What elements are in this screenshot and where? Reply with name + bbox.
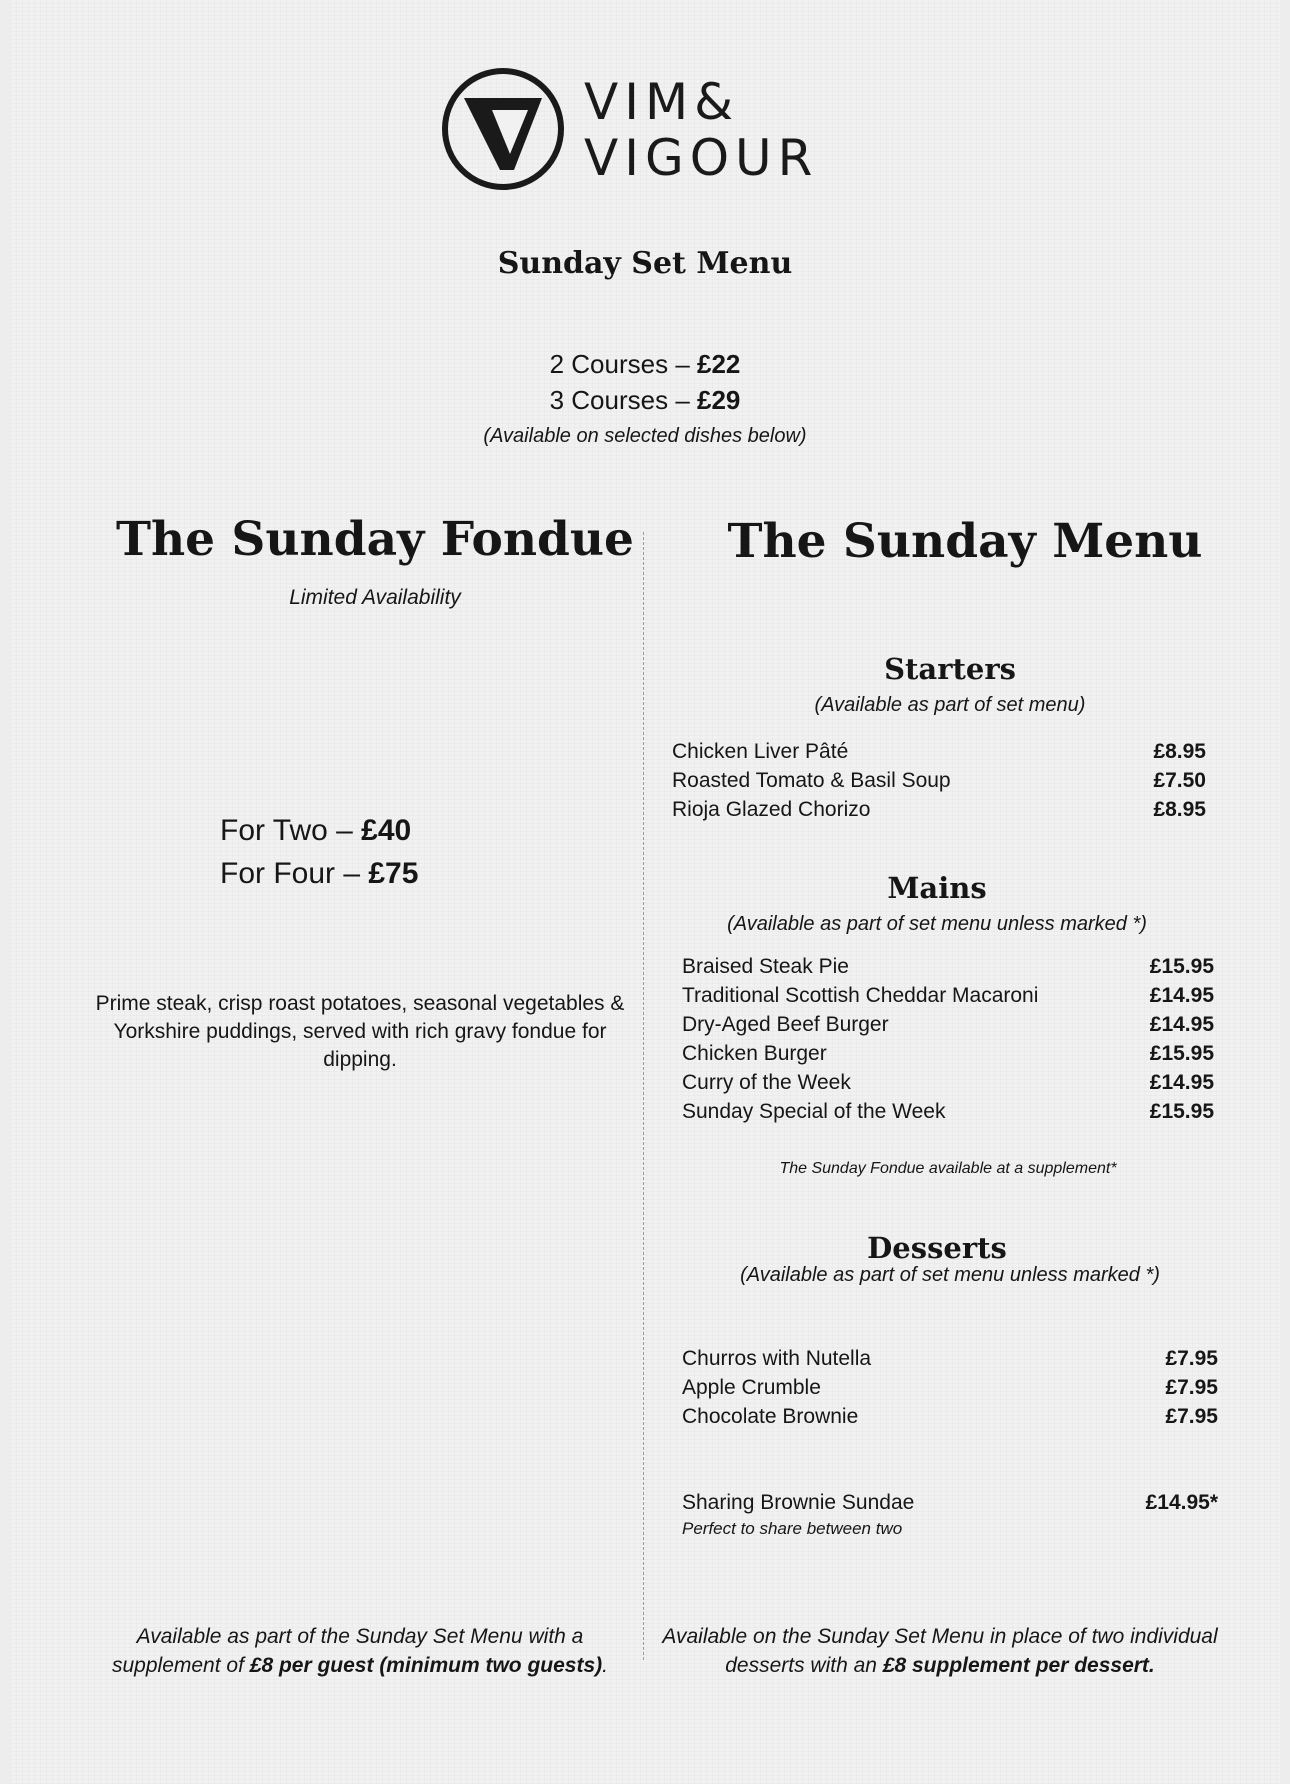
list-item	[672, 737, 1206, 766]
course-prices	[0, 346, 1290, 418]
item-name: Sharing Brownie Sundae	[682, 1491, 915, 1514]
item-price: £15.95	[1149, 955, 1214, 978]
fondue-footer	[80, 1622, 640, 1680]
fondue-for-two	[220, 809, 418, 852]
two-courses-line	[0, 346, 1290, 382]
list-item	[682, 1402, 1218, 1431]
list-item	[672, 766, 1206, 795]
set-menu-title: Sunday Set Menu	[497, 246, 793, 281]
for-two-label: For Two –	[220, 814, 362, 847]
fondue-footer-bold: £8 per guest (minimum two guests)	[249, 1654, 603, 1677]
brand-wordmark	[584, 74, 818, 186]
mains-note: (Available as part of set menu unless marked *)	[727, 913, 1147, 935]
set-menu-note: (Available on selected dishes below)	[483, 425, 807, 447]
mains-title: Mains	[887, 871, 987, 905]
item-name: Traditional Scottish Cheddar Macaroni	[682, 984, 1039, 1007]
desserts-note: (Available as part of set menu unless marked *)	[740, 1264, 1160, 1286]
three-courses-price: £29	[697, 385, 741, 415]
column-divider	[643, 532, 644, 1660]
for-two-price: £40	[361, 814, 412, 847]
item-name: Rioja Glazed Chorizo	[672, 798, 871, 821]
item-price: £14.95	[1149, 1071, 1214, 1094]
item-name: Chocolate Brownie	[682, 1405, 859, 1428]
fondue-description: Prime steak, crisp roast potatoes, seasonal vegetables & Yorkshire puddings, served with rich gravy fondue for dipping.	[95, 992, 625, 1071]
desserts-list	[682, 1344, 1218, 1431]
two-courses-price: £22	[697, 349, 741, 379]
item-name: Churros with Nutella	[682, 1347, 872, 1370]
fondue-supplement-note: The Sunday Fondue available at a supplement*	[779, 1160, 1117, 1177]
item-name: Chicken Burger	[682, 1042, 827, 1065]
list-item	[682, 1344, 1218, 1373]
fondue-availability: Limited Availability	[289, 586, 461, 609]
starters-list	[672, 737, 1206, 824]
item-price: £7.95	[1165, 1405, 1218, 1428]
list-item	[682, 952, 1214, 981]
fondue-prices	[220, 809, 418, 895]
item-name: Roasted Tomato & Basil Soup	[672, 769, 951, 792]
fondue-for-four	[220, 852, 418, 895]
item-price: £8.95	[1153, 798, 1206, 821]
item-price: £14.95*	[1145, 1491, 1218, 1514]
v-circle-logo-icon	[440, 66, 566, 192]
starters-note: (Available as part of set menu)	[814, 694, 1086, 716]
three-courses-label: 3 Courses –	[549, 385, 697, 415]
desserts-footer-text: Available on the Sunday Set Menu in place of two individual desserts with an	[662, 1625, 1218, 1677]
item-price: £7.50	[1153, 769, 1206, 792]
list-item	[682, 1373, 1218, 1402]
list-item	[682, 1488, 1218, 1517]
for-four-price: £75	[368, 857, 419, 890]
brand-line-2: VIGOUR	[584, 129, 819, 187]
list-item	[672, 795, 1206, 824]
list-item	[682, 981, 1214, 1010]
item-subtitle: Perfect to share between two	[682, 1519, 903, 1538]
fondue-footer-text: Available as part of the Sunday Set Menu with a supplement of	[112, 1625, 584, 1677]
starters-title: Starters	[884, 652, 1016, 686]
item-name: Braised Steak Pie	[682, 955, 849, 978]
list-item	[682, 1097, 1214, 1126]
desserts-title: Desserts	[867, 1231, 1007, 1265]
item-name: Chicken Liver Pâté	[672, 740, 849, 763]
item-name: Sunday Special of the Week	[682, 1100, 946, 1123]
item-price: £14.95	[1149, 1013, 1214, 1036]
item-price: £15.95	[1149, 1042, 1214, 1065]
item-name: Curry of the Week	[682, 1071, 851, 1094]
three-courses-line	[0, 382, 1290, 418]
item-price: £8.95	[1153, 740, 1206, 763]
sunday-menu-title: The Sunday Menu	[727, 514, 1203, 569]
fondue-title: The Sunday Fondue	[116, 512, 634, 567]
item-price: £15.95	[1149, 1100, 1214, 1123]
desserts-footer-bold: £8 supplement per dessert.	[882, 1654, 1155, 1677]
list-item	[682, 1039, 1214, 1068]
mains-list	[682, 952, 1214, 1126]
two-courses-label: 2 Courses –	[549, 349, 697, 379]
desserts-footer	[660, 1622, 1220, 1680]
fondue-footer-end: .	[602, 1654, 608, 1677]
item-name: Apple Crumble	[682, 1376, 821, 1399]
list-item	[682, 1010, 1214, 1039]
sharing-dessert	[682, 1488, 1218, 1541]
item-name: Dry-Aged Beef Burger	[682, 1013, 889, 1036]
item-price: £14.95	[1149, 984, 1214, 1007]
list-item	[682, 1068, 1214, 1097]
item-price: £7.95	[1165, 1376, 1218, 1399]
item-price: £7.95	[1165, 1347, 1218, 1370]
brand-line-1: VIM&	[584, 73, 740, 131]
for-four-label: For Four –	[220, 857, 369, 890]
